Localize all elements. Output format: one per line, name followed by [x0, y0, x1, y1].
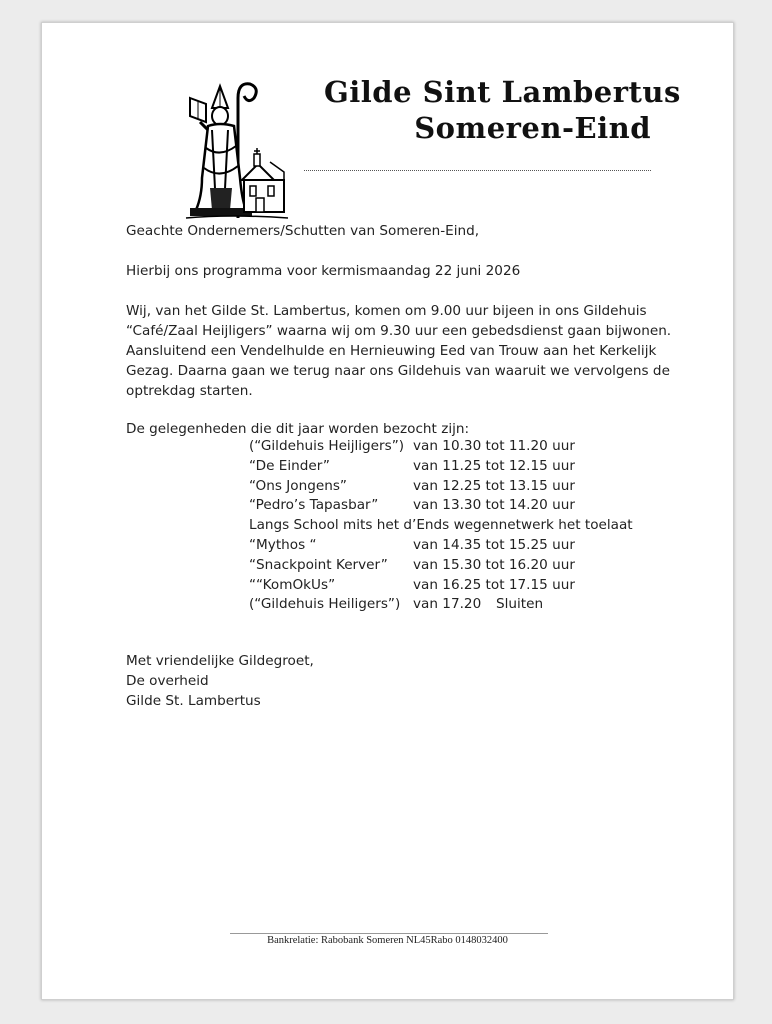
salutation-text: Geachte Ondernemers/Schutten van Someren-Eind, — [126, 223, 480, 239]
venue-time: van 14.35 tot 15.25 uur — [413, 536, 575, 553]
intro-paragraph — [126, 261, 706, 281]
program-line: “Café/Zaal Heijligers” waarna wij om 9.30 uur een gebedsdienst gaan bijwonen. — [126, 323, 672, 339]
venue-time: van 16.25 tot 17.15 uur — [413, 576, 575, 593]
program-line: Wij, van het Gilde St. Lambertus, komen om 9.00 uur bijeen in ons Gildehuis — [126, 303, 647, 319]
venue-time: van 11.25 tot 12.15 uur — [413, 457, 575, 474]
venue-name: “Snackpoint Kerver” — [249, 556, 388, 573]
venue-name: “De Einder” — [249, 457, 330, 474]
venue-note: Sluiten — [496, 596, 544, 613]
venue-name: “Mythos “ — [249, 536, 317, 553]
salutation — [126, 221, 706, 241]
program-line: Aansluitend een Vendelhulde en Hernieuwing Eed van Trouw aan het Kerkelijk — [126, 343, 657, 359]
venue-time: van 17.20 — [413, 596, 482, 613]
bank-details: Bankrelatie: Rabobank Someren NL45Rabo 0148032400 — [267, 935, 508, 946]
venue-name: (“Gildehuis Heijligers”) — [249, 438, 405, 454]
venue-time: van 13.30 tot 14.20 uur — [413, 497, 575, 514]
schedule-intro-text: De gelegenheden die dit jaar worden bezocht zijn: — [126, 421, 470, 437]
venue-time: van 10.30 tot 11.20 uur — [413, 438, 575, 454]
header-divider — [304, 170, 651, 171]
letter-page — [41, 22, 734, 1000]
closing-sender: De overheid — [126, 673, 209, 689]
program-paragraph — [126, 301, 706, 401]
program-line: optrekdag starten. — [126, 383, 253, 399]
venue-name: “Pedro’s Tapasbar” — [249, 497, 379, 514]
schedule-intro — [126, 419, 706, 439]
guild-name-title: Gilde Sint Lambertus — [324, 75, 681, 109]
venue-name: ““KomOkUs” — [249, 576, 336, 593]
venue-time: van 15.30 tot 16.20 uur — [413, 556, 575, 573]
venue-time: van 12.25 tot 13.15 uur — [413, 477, 575, 494]
program-line: Gezag. Daarna gaan we terug naar ons Gildehuis van waaruit we vervolgens de — [126, 363, 670, 379]
intro-text: Hierbij ons programma voor kermismaandag 22 juni 2026 — [126, 263, 521, 279]
venue-name: “Ons Jongens” — [249, 477, 347, 494]
venue-name: Langs School mits het d’Ends wegennetwerk het toelaat — [249, 517, 633, 534]
footer-divider — [230, 933, 548, 934]
closing-organisation: Gilde St. Lambertus — [126, 693, 261, 709]
guild-location-title: Someren-Eind — [414, 111, 651, 145]
closing-block — [126, 651, 706, 711]
venue-name: (“Gildehuis Heiligers”) — [249, 596, 401, 613]
closing-greeting: Met vriendelijke Gildegroet, — [126, 653, 314, 669]
saint-and-chapel-logo — [150, 68, 290, 223]
